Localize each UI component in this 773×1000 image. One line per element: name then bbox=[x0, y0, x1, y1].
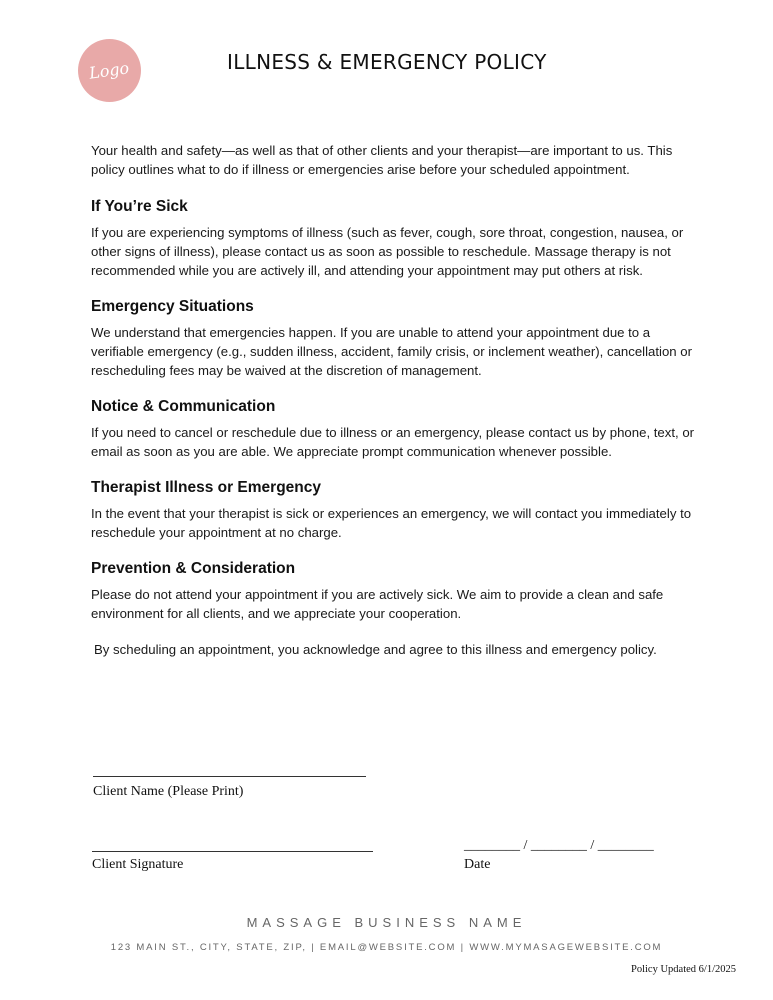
business-name: MASSAGE BUSINESS NAME bbox=[246, 915, 527, 930]
logo-text: Logo bbox=[88, 58, 131, 83]
logo bbox=[78, 39, 141, 102]
section-heading: Prevention & Consideration bbox=[91, 560, 296, 577]
section-prevention bbox=[91, 559, 701, 623]
section-emergency-situations bbox=[91, 297, 701, 380]
section-therapist-illness bbox=[91, 478, 701, 542]
client-signature-label: Client Signature bbox=[92, 857, 184, 872]
date-label: Date bbox=[464, 857, 491, 872]
section-heading: Emergency Situations bbox=[91, 298, 254, 315]
page-title: ILLNESS & EMERGENCY POLICY bbox=[227, 50, 547, 74]
section-body: We understand that emergencies happen. If you are unable to attend your appointment due to a verifiable emergency (e.g., sudden illness, accident, family crisis, or inclement weather), cancellation or rescheduling fees may be waived at the discretion of management. bbox=[91, 325, 693, 378]
acknowledgement-text: By scheduling an appointment, you acknowledge and agree to this illness and emergency policy. bbox=[94, 642, 657, 657]
section-heading: Therapist Illness or Emergency bbox=[91, 479, 322, 496]
client-name-label: Client Name (Please Print) bbox=[93, 784, 244, 799]
section-notice-communication bbox=[91, 397, 701, 461]
section-body: In the event that your therapist is sick or experiences an emergency, we will contact you immediately to reschedule your appointment at no charge. bbox=[91, 506, 692, 540]
contact-info: 123 MAIN ST., CITY, STATE, ZIP, | EMAIL@WEBSITE.COM | WWW.MYMASAGEWEBSITE.COM bbox=[110, 942, 663, 953]
intro-paragraph: Your health and safety—as well as that of other clients and your therapist—are important to us. This policy outlines what to do if illness or emergencies arise before your scheduled appointment. bbox=[91, 143, 673, 177]
client-name-line[interactable] bbox=[93, 776, 366, 777]
section-heading: Notice & Communication bbox=[91, 398, 276, 415]
section-body: If you are experiencing symptoms of illness (such as fever, cough, sore throat, congestion, nausea, or other signs of illness), please contact us as soon as possible to reschedule. Massage therapy is not recommended while you are actively ill, and attending your appointment may put others at risk. bbox=[91, 225, 684, 278]
section-heading: If You’re Sick bbox=[91, 198, 188, 215]
section-body: If you need to cancel or reschedule due to illness or an emergency, please contact us by phone, text, or email as soon as you are able. We appreciate prompt communication whenever possible. bbox=[91, 425, 695, 459]
policy-content bbox=[91, 141, 701, 659]
section-if-sick bbox=[91, 197, 701, 280]
section-body: Please do not attend your appointment if you are actively sick. We aim to provide a clean and safe environment for all clients, and we appreciate your cooperation. bbox=[91, 587, 664, 621]
client-signature-line[interactable] bbox=[92, 851, 373, 852]
policy-updated: Policy Updated 6/1/2025 bbox=[631, 964, 736, 975]
date-field[interactable]: ________ / ________ / ________ bbox=[464, 838, 654, 853]
